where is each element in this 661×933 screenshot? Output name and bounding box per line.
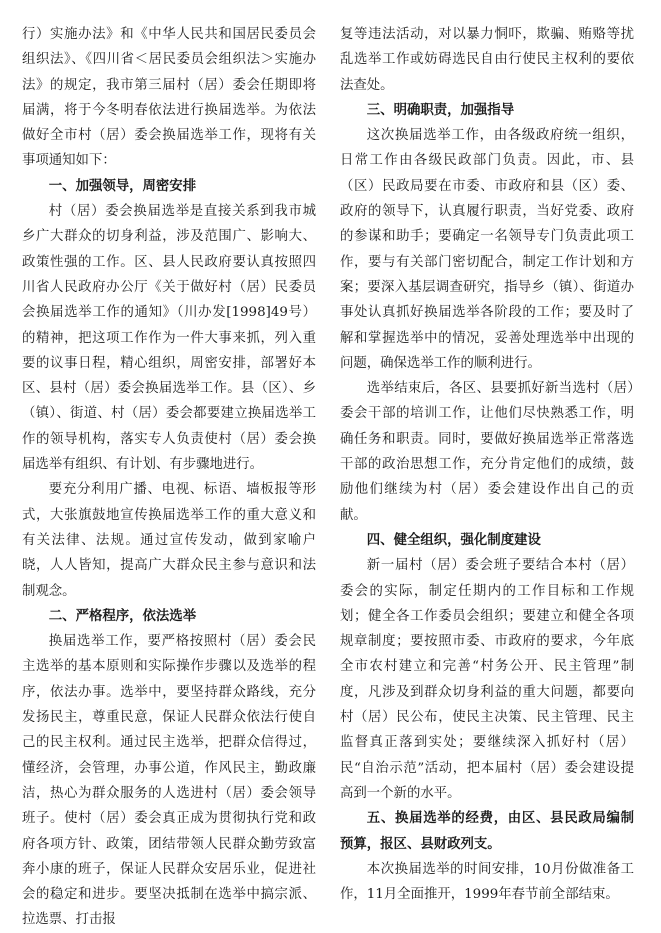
section-3-paragraph-1: 这次换届选举工作，由各级政府统一组织，日常工作由各级民政部门负责。因此，市、县（区）民政局要在市委、市政府和县（区）委、政府的领导下，认真履行职责，当好党委、政府的参谋和助手；要确定一名领导专门负责此项工作，要与有关部门密切配合，制定工作计划和方案；要深入基层调查研究，指导乡（镇）、街道办事处认真抓好换届选举各阶段的工作；要及时了解和掌握选举中的情况，妥善处理选举中出现的问题，确保选举工作的顺利进行。 [340,128,634,371]
section-5-paragraph-1: 本次换届选举的时间安排，10月份做准备工作，11月全面推开，1999年春节前全部结束。 [340,861,634,903]
section-heading-1: 一、加强领导，周密安排 [48,178,197,194]
section-heading-5: 五、换届选举的经费，由区、县民政局编制预算，报区、县财政列支。 [340,811,634,852]
section-3-paragraph-2: 选举结束后，各区、县要抓好新当选村（居）委会干部的培训工作，让他们尽快熟悉工作，明确任务和职责。同时，要做好换届选举正常落选干部的政治思想工作，充分肯定他们的成绩，鼓励他们继续为村（居）委会建设作出自己的贡献。 [340,381,634,523]
section-2-paragraph-continued: 复等违法活动，对以暴力恫吓，欺骗、贿赂等扰乱选举工作或妨碍选民自由行使民主权利的要依法查处。 [340,27,634,93]
intro-paragraph: 行）实施办法》和《中华人民共和国居民委员会组织法》、《四川省＜居民委员会组织法＞实施办法》的规定，我市第三届村（居）委会任期即将届满，将于今冬明春依法进行换届选举。为依法做好全市村（居）委会换届选举工作，现将有关事项通知如下： [22,27,316,169]
section-heading-2: 二、严格程序，依法选举 [48,608,197,624]
right-column [340,22,634,903]
section-1-paragraph-1: 村（居）委会换届选举是直接关系到我市城乡广大群众的切身利益，涉及范围广、影响大、政策性强的工作。区、县人民政府要认真按照四川省人民政府办公厅《关于做好村（居）民委员会换届选举工作的通知》（川办发[1998]49号）的精神，把这项工作作为一件大事来抓，列入重要的议事日程，精心组织，周密安排，部署好本区、县村（居）委会换届选举工作。县（区）、乡（镇）、街道、村（居）委会都要建立换届选举工作的领导机构，落实专人负责使村（居）委会换届选举有组织、有计划、有步骤地进行。 [22,204,316,473]
section-heading-4: 四、健全组织，强化制度建设 [366,532,541,548]
left-column [22,22,316,928]
section-1-paragraph-2: 要充分利用广播、电视、标语、墙板报等形式，大张旗鼓地宣传换届选举工作的重大意义和有关法律、法规。通过宣传发动，做到家喻户晓，人人皆知，提高广大群众民主参与意识和法制观念。 [22,482,316,599]
section-4-paragraph-1: 新一届村（居）委会班子要结合本村（居）委会的实际，制定任期内的工作目标和工作规划；健全各工作委员会组织；要建立和健全各项规章制度；要按照市委、市政府的要求，今年底全市农村建立和完善“村务公开、民主管理”制度，凡涉及到群众切身利益的重大问题，都要向村（居）民公布，使民主决策、民主管理、民主监督真正落到实处；要继续深入抓好村（居）民“自治示范”活动，把本届村（居）委会建设提高到一个新的水平。 [340,558,634,801]
section-2-paragraph-1: 换届选举工作，要严格按照村（居）委会民主选举的基本原则和实际操作步骤以及选举的程序，依法办事。选举中，要坚持群众路线，充分发扬民主，尊重民意，保证人民群众依法行使自己的民主权利。通过民主选举，把群众信得过，懂经济，会管理，办事公道，作风民主，勤政廉洁，热心为群众服务的人选进村（居）委会领导班子。使村（居）委会真正成为贯彻执行党和政府各项方针、政策，团结带领人民群众勤劳致富奔小康的班子，保证人民群众安居乐业，促进社会的稳定和进步。要坚决抵制在选举中搞宗派、拉选票、打击报 [22,634,316,928]
section-heading-3: 三、明确职责，加强指导 [366,102,515,118]
